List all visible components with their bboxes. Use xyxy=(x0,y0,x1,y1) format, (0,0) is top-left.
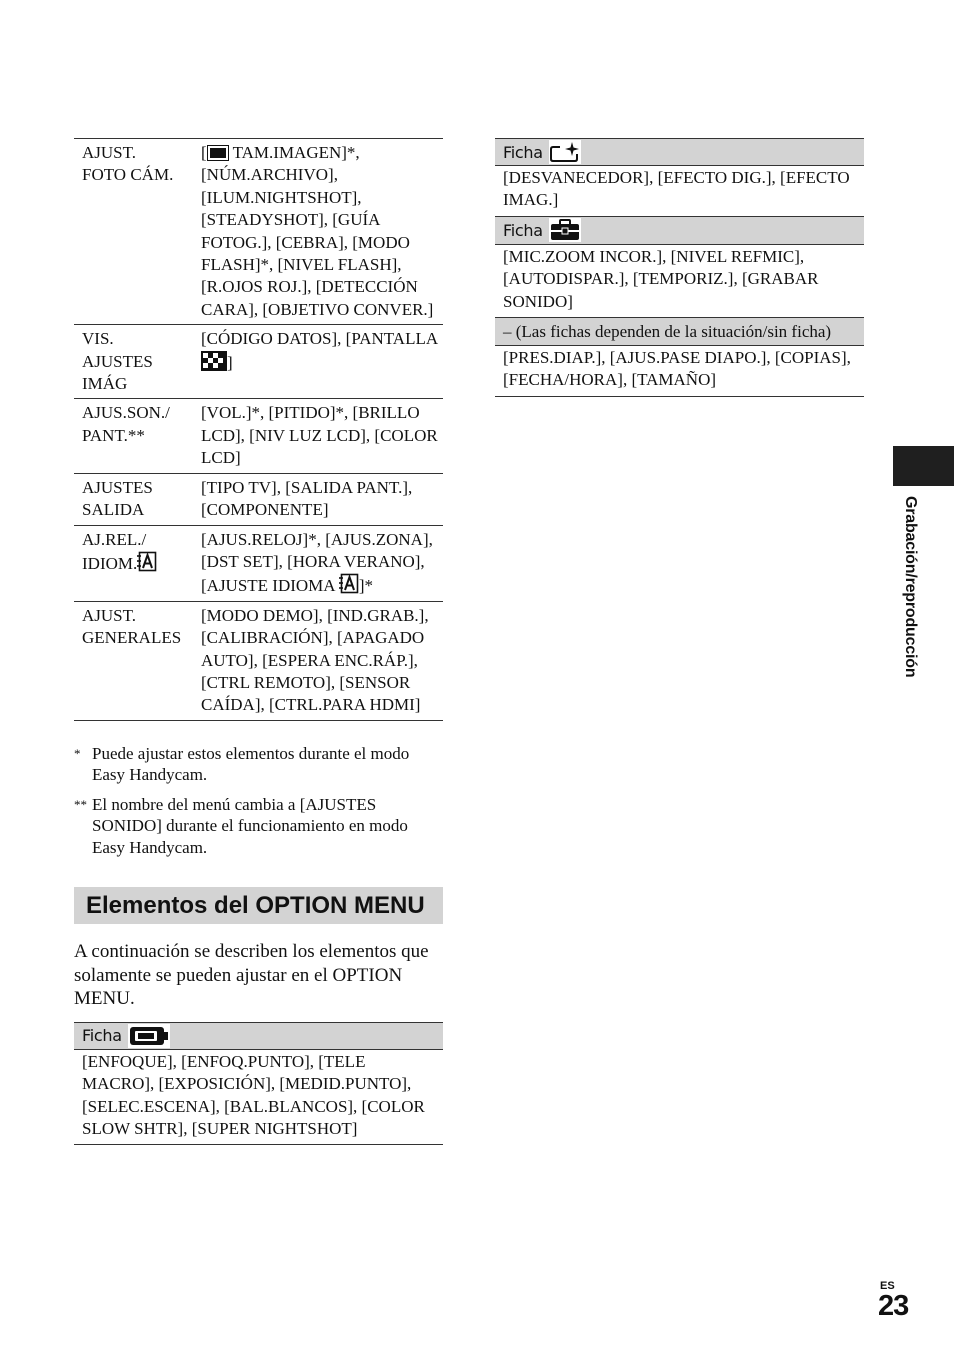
row-value: [CÓDIGO DATOS], [PANTALLA ] xyxy=(201,329,438,372)
tab-header xyxy=(495,217,864,245)
row-value: [MODO DEMO], [IND.GRAB.], [CALIBRACIÓN], [APAGADO AUTO], [ESPERA ENC.RÁP.], [CTRL REMOTO], [SENSOR CAÍDA], [CTRL.PARA HDMI] xyxy=(201,605,429,715)
row-value: [AJUS.RELOJ]*, [AJUS.ZONA], [DST SET], [HORA VERANO], [AJUSTE IDIOMA ]* xyxy=(201,529,433,596)
language-icon xyxy=(339,573,359,594)
camera-tab-icon xyxy=(129,1025,169,1047)
checker-display-icon xyxy=(201,351,227,371)
row-value: [VOL.]*, [PITIDO]*, [BRILLO LCD], [NIV LUZ LCD], [COLOR LCD] xyxy=(201,403,438,468)
left-column xyxy=(74,138,443,1145)
row-key: AJUS.SON./ PANT.** xyxy=(82,403,170,445)
table-row xyxy=(74,399,443,473)
row-key: VIS. AJUSTES IMÁG xyxy=(82,329,153,394)
table-row xyxy=(74,473,443,525)
section-heading: Elementos del OPTION MENU xyxy=(74,887,443,924)
tab-items: [ENFOQUE], [ENFOQ.PUNTO], [TELE MACRO], [EXPOSICIÓN], [MEDID.PUNTO], [SELEC.ESCENA], [BAL.BLANCOS], [COLOR SLOW SHTR], [SUPER NIGHTSHOT] xyxy=(82,1051,425,1138)
option-tab-context xyxy=(495,318,864,397)
table-row xyxy=(74,139,443,325)
row-key: AJ.REL./ IDIOM. xyxy=(74,525,193,601)
tab-header xyxy=(495,318,864,346)
footnote-text: Puede ajustar estos elementos durante el modo Easy Handycam. xyxy=(92,743,410,785)
intro-paragraph: A continuación se describen los elementos que solamente se pueden ajustar en el OPTION MENU. xyxy=(74,941,429,1010)
table-row xyxy=(74,601,443,720)
tab-items: [DESVANECEDOR], [EFECTO DIG.], [EFECTO IMAG.] xyxy=(503,168,850,210)
row-key: AJUST. FOTO CÁM. xyxy=(82,143,174,185)
footnote-mark: ** xyxy=(74,796,87,812)
tab-label: – (Las fichas dependen de la situación/sin ficha) xyxy=(503,322,832,342)
tab-label: Ficha xyxy=(82,1026,122,1046)
chapter-label: Grabación/reproducción xyxy=(902,496,919,678)
page-number: 23 xyxy=(878,1290,909,1322)
footnote xyxy=(74,794,443,859)
footnote-mark: * xyxy=(74,745,81,761)
row-value: [ TAM.IMAGEN]*, [NÚM.ARCHIVO], [ILUM.NIGHTSHOT], [STEADYSHOT], [GUÍA FOTOG.], [CEBRA], [MODO FLASH]*, [NIVEL FLASH], [R.OJOS ROJ.], [DETECCIÓN CARA], [OBJETIVO CONVER.] xyxy=(201,143,434,319)
footnote xyxy=(74,743,443,786)
option-tab-tools xyxy=(495,217,864,318)
toolbox-tab-icon xyxy=(550,219,580,241)
tab-header xyxy=(74,1022,443,1050)
option-tab-camera xyxy=(74,1022,443,1146)
language-code: ES xyxy=(880,1280,895,1292)
tab-header xyxy=(495,138,864,166)
table-row xyxy=(74,325,443,399)
tab-label: Ficha xyxy=(503,142,543,162)
row-value: [TIPO TV], [SALIDA PANT.], [COMPONENTE] xyxy=(201,477,413,520)
tab-items: [MIC.ZOOM INCOR.], [NIVEL REFMIC], [AUTODISPAR.], [TEMPORIZ.], [GRABAR SONIDO] xyxy=(503,246,819,311)
language-icon xyxy=(137,551,157,572)
chapter-tab-marker xyxy=(893,446,954,486)
option-tab-effects xyxy=(495,138,864,217)
row-key: AJUST. GENERALES xyxy=(82,605,182,648)
footnotes xyxy=(74,743,443,859)
effects-tab-icon xyxy=(550,141,580,163)
footnote-text: El nombre del menú cambia a [AJUSTES SONIDO] durante el funcionamiento en modo Easy Handycam. xyxy=(92,794,408,857)
tab-items: [PRES.DIAP.], [AJUS.PASE DIAPO.], [COPIAS], [FECHA/HORA], [TAMAÑO] xyxy=(503,348,851,390)
row-key: AJUSTES SALIDA xyxy=(82,477,153,520)
tab-label: Ficha xyxy=(503,220,543,240)
table-row xyxy=(74,525,443,601)
settings-menu-table xyxy=(74,138,443,721)
image-size-icon xyxy=(207,145,229,161)
right-column xyxy=(495,138,864,397)
